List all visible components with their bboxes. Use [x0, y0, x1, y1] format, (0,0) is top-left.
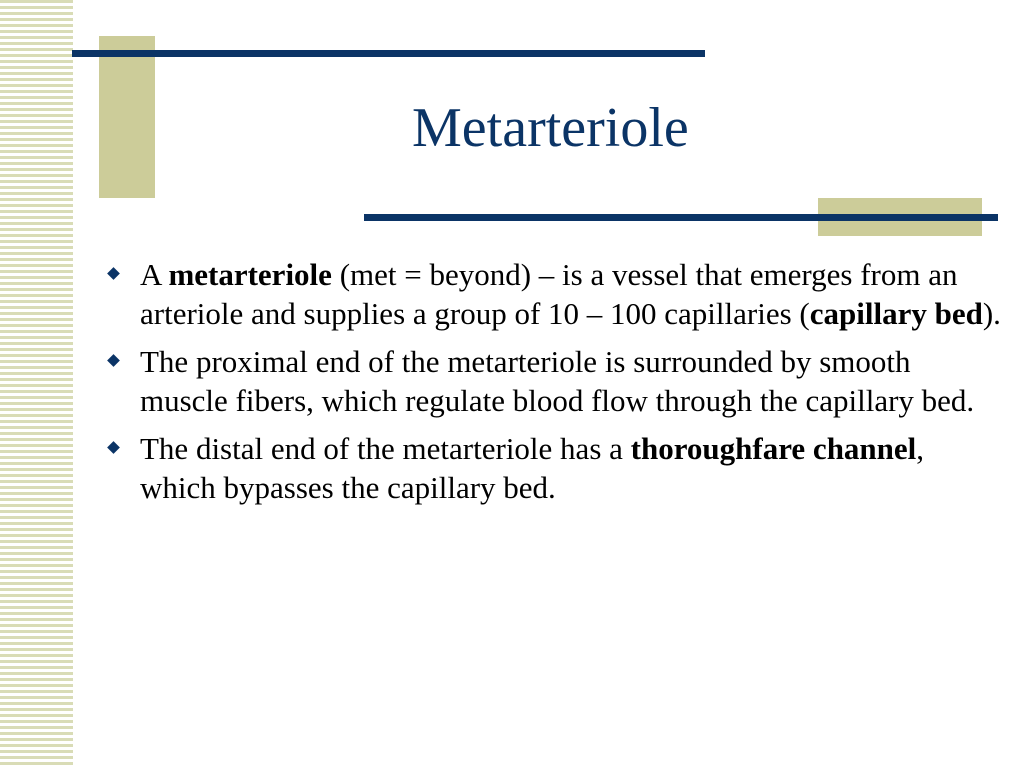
decorative-rule-top [72, 50, 705, 57]
bullet-text [140, 344, 974, 418]
diamond-bullet-icon [107, 267, 120, 280]
bullet-item [104, 256, 1004, 333]
bullet-text [140, 257, 1001, 331]
decorative-tan-block-top [99, 36, 155, 198]
diamond-bullet-icon [107, 441, 120, 454]
bold-term: metarteriole [168, 257, 332, 292]
text-run: The proximal end of the metarteriole is surrounded by smooth muscle fibers, which regulate blood flow through the capillary bed. [140, 344, 975, 418]
bold-term: capillary bed [809, 295, 983, 331]
bullet-list [104, 256, 1004, 517]
slide-title: Metarteriole [412, 97, 689, 159]
diamond-bullet-icon [107, 354, 120, 367]
bold-term: thoroughfare channel [630, 431, 917, 466]
text-run: The distal end of the metarteriole has a [140, 431, 631, 466]
text-run: , which bypasses the capillary bed. [140, 431, 925, 505]
decorative-stripes [0, 0, 73, 768]
bullet-item [104, 430, 1004, 507]
decorative-rule-bottom [364, 214, 998, 221]
text-run: ). [982, 295, 1001, 331]
text-run: A [140, 257, 169, 292]
bullet-item [104, 343, 1004, 420]
text-run: (met = beyond) – is a vessel that emerges from an arteriole and supplies a group of 10 – 100 capillaries ( [140, 257, 958, 331]
bullet-text [140, 431, 924, 505]
